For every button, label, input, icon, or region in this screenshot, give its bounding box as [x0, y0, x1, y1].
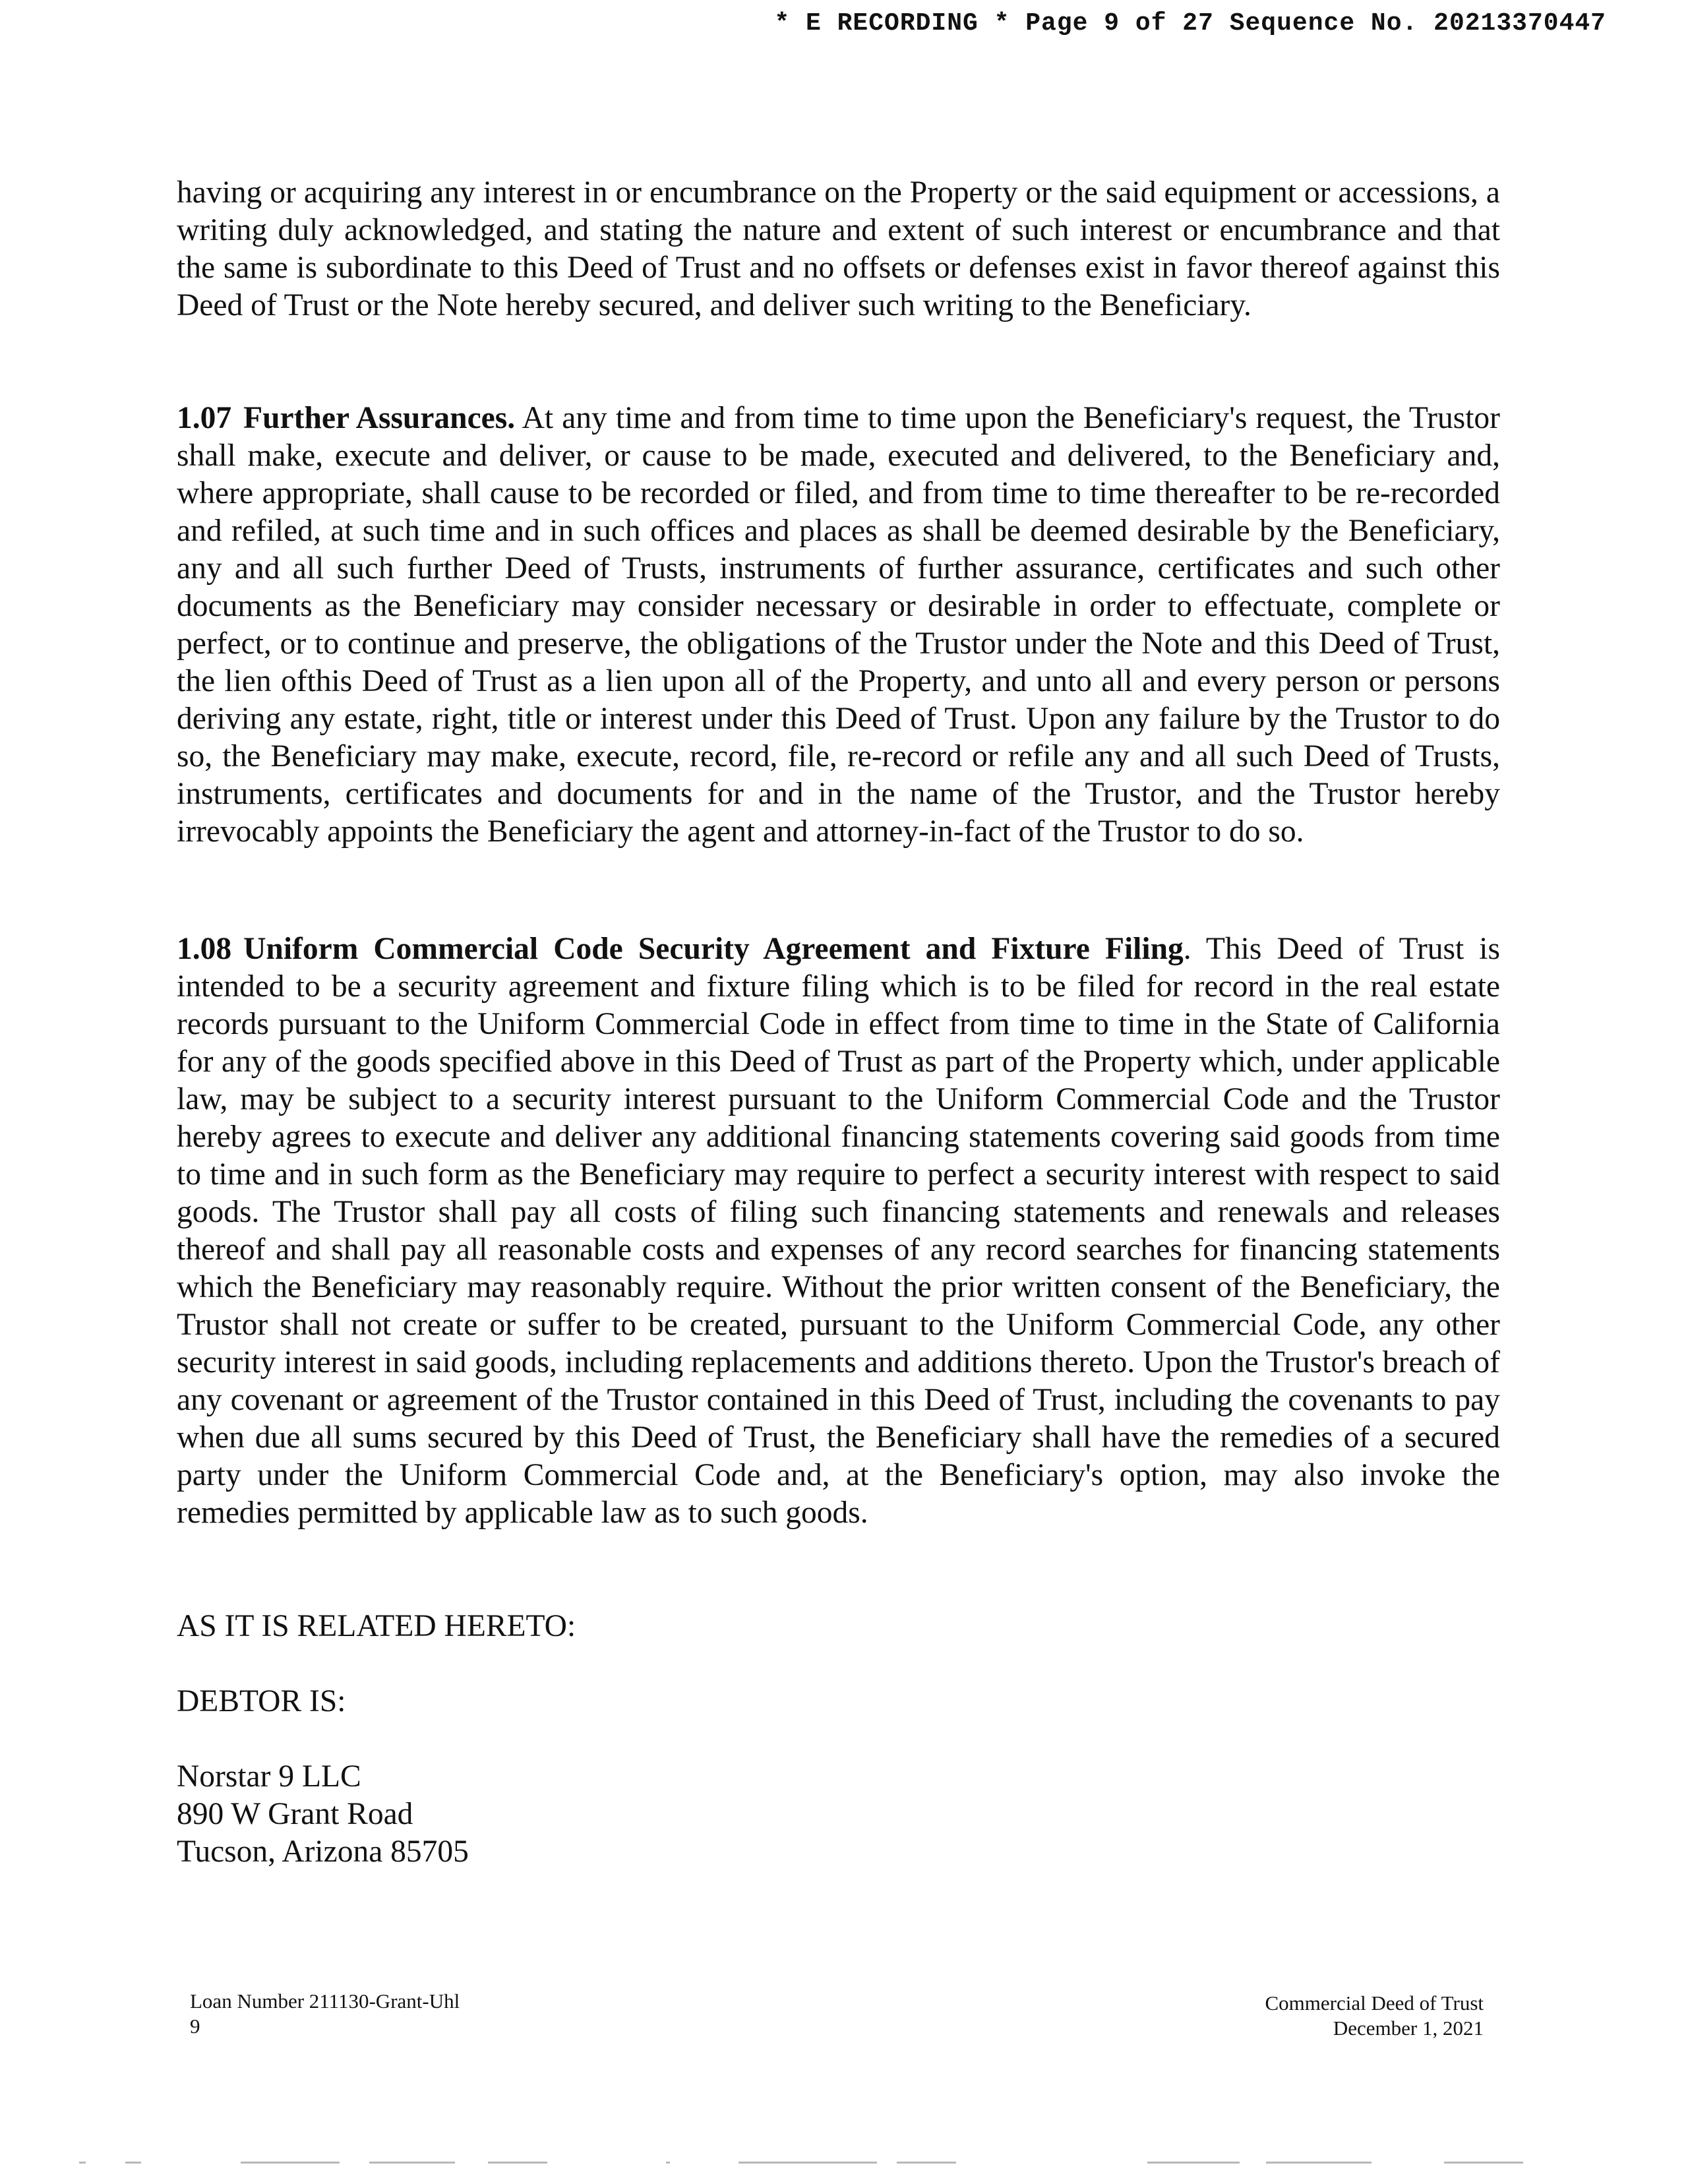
debtor-name: Norstar 9 LLC — [177, 1759, 361, 1794]
debtor-label: DEBTOR IS: — [177, 1684, 346, 1718]
scan-artifact-strip — [0, 2162, 1688, 2168]
section-title: Uniform Commercial Code Security Agreement and Fixture Filing — [243, 932, 1184, 966]
section-1-08 — [177, 930, 1500, 1532]
footer-loan-number: Loan Number 211130-Grant-Uhl — [190, 1989, 460, 2013]
footer-page-number: 9 — [190, 2015, 200, 2038]
debtor-address-line2: Tucson, Arizona 85705 — [177, 1835, 469, 1869]
section-1-07 — [177, 400, 1500, 851]
section-number: 1.07 — [177, 401, 232, 435]
paragraph-continuation: having or acquiring any interest in or encumbrance on the Property or the said equipment or accessions, a writing duly acknowledged, and stating the nature and extent of such interest or encumbrance and that the same is subordinate to this Deed of Trust and no offsets or defenses exist in favor thereof against this Deed of Trust or the Note hereby secured, and deliver such writing to the Beneficiary. — [177, 175, 1500, 322]
related-heading: AS IT IS RELATED HERETO: — [177, 1609, 576, 1643]
section-body: . This Deed of Trust is intended to be a security agreement and fixture filing which is to be filed for record in the real estate records pursuant to the Uniform Commercial Code in effect from time to time in the State of California for any of the goods specified above in this Deed of Trust as part of the Property which, under applicable law, may be subject to a security interest pursuant to the Uniform Commercial Code and the Trustor hereby agrees to execute and deliver any additional financing statements covering said goods from time to time and in such form as the Beneficiary may require to perfect a security interest with respect to said goods. The Trustor shall pay all costs of filing such financing statements and renewals and releases thereof and shall pay all reasonable costs and expenses of any record searches for financing statements which the Beneficiary may reasonably require. Without the prior written consent of the Beneficiary, the Trustor shall not create or suffer to be created, pursuant to the Uniform Commercial Code, any other security interest in said goods, including replacements and additions thereto. Upon the Trustor's breach of any covenant or agreement of the Trustor contained in this Deed of Trust, including the covenants to pay when due all sums secured by this Deed of Trust, the Beneficiary shall have the remedies of a secured party under the Uniform Commercial Code and, at the Beneficiary's option, may also invoke the remedies permitted by applicable law as to such goods. — [177, 932, 1500, 1530]
footer-document-date: December 1, 2021 — [1333, 2017, 1484, 2040]
recording-stamp: * E RECORDING * Page 9 of 27 Sequence No. 20213370447 — [774, 9, 1606, 38]
section-title: Further Assurances. — [243, 401, 516, 435]
debtor-address-line1: 890 W Grant Road — [177, 1797, 413, 1831]
section-number: 1.08 — [177, 932, 232, 966]
section-body: At any time and from time to time upon the Beneficiary's request, the Trustor shall make, execute and deliver, or cause to be made, executed and delivered, to the Beneficiary and, where appropriate, shall cause to be recorded or filed, and from time to time thereafter to be re-recorded and refiled, at such time and in such offices and places as shall be deemed desirable by the Beneficiary, any and all such further Deed of Trusts, instruments of further assurance, certificates and such other documents as the Beneficiary may consider necessary or desirable in order to effectuate, complete or perfect, or to continue and preserve, the obligations of the Trustor under the Note and this Deed of Trust, the lien ofthis Deed of Trust as a lien upon all of the Property, and unto all and every person or persons deriving any estate, right, title or interest under this Deed of Trust. Upon any failure by the Trustor to do so, the Beneficiary may make, execute, record, file, re-record or refile any and all such Deed of Trusts, instruments, certificates and documents for and in the name of the Trustor, and the Trustor hereby irrevocably appoints the Beneficiary the agent and attorney-in-fact of the Trustor to do so. — [177, 401, 1500, 849]
footer-document-title: Commercial Deed of Trust — [1265, 1991, 1484, 2015]
